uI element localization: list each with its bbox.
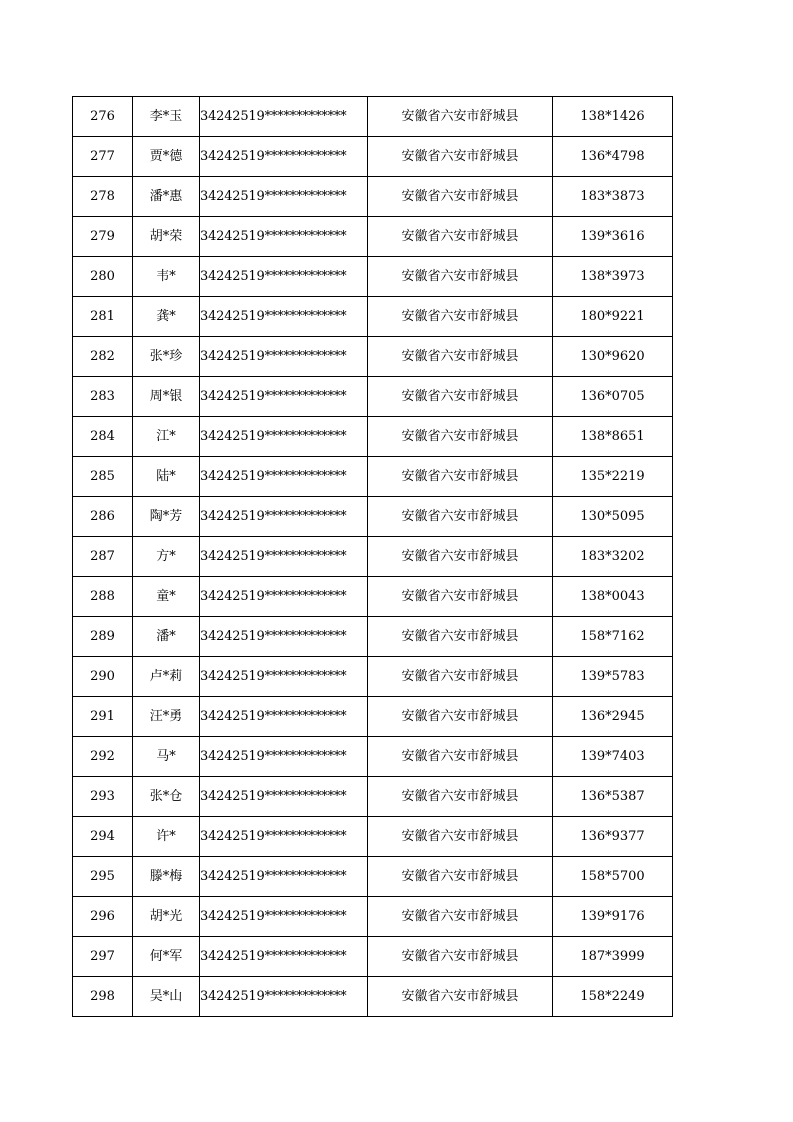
id-number-cell: 34242519************* xyxy=(200,577,368,617)
person-name-cell: 贾*德 xyxy=(133,137,200,177)
table-row xyxy=(73,257,673,297)
id-number-cell: 34242519************* xyxy=(200,657,368,697)
id-number-cell: 34242519************* xyxy=(200,817,368,857)
person-name-cell: 张*珍 xyxy=(133,337,200,377)
address-cell: 安徽省六安市舒城县 xyxy=(368,217,553,257)
address-cell: 安徽省六安市舒城县 xyxy=(368,697,553,737)
records-table-body xyxy=(73,97,673,1017)
person-name-cell: 张*仓 xyxy=(133,777,200,817)
table-row xyxy=(73,897,673,937)
row-number-cell: 297 xyxy=(73,937,133,977)
id-number-cell: 34242519************* xyxy=(200,497,368,537)
person-name-cell: 周*银 xyxy=(133,377,200,417)
person-name-cell: 许* xyxy=(133,817,200,857)
person-name-cell: 汪*勇 xyxy=(133,697,200,737)
address-cell: 安徽省六安市舒城县 xyxy=(368,617,553,657)
address-cell: 安徽省六安市舒城县 xyxy=(368,777,553,817)
table-row xyxy=(73,97,673,137)
address-cell: 安徽省六安市舒城县 xyxy=(368,457,553,497)
phone-number-cell: 136*4798 xyxy=(553,137,673,177)
phone-number-cell: 130*5095 xyxy=(553,497,673,537)
address-cell: 安徽省六安市舒城县 xyxy=(368,897,553,937)
row-number-cell: 293 xyxy=(73,777,133,817)
person-name-cell: 龚* xyxy=(133,297,200,337)
id-number-cell: 34242519************* xyxy=(200,297,368,337)
row-number-cell: 292 xyxy=(73,737,133,777)
phone-number-cell: 139*3616 xyxy=(553,217,673,257)
table-row xyxy=(73,657,673,697)
phone-number-cell: 138*8651 xyxy=(553,417,673,457)
person-name-cell: 李*玉 xyxy=(133,97,200,137)
table-row xyxy=(73,537,673,577)
row-number-cell: 286 xyxy=(73,497,133,537)
table-row xyxy=(73,377,673,417)
row-number-cell: 289 xyxy=(73,617,133,657)
table-row xyxy=(73,937,673,977)
address-cell: 安徽省六安市舒城县 xyxy=(368,97,553,137)
person-name-cell: 滕*梅 xyxy=(133,857,200,897)
id-number-cell: 34242519************* xyxy=(200,137,368,177)
person-name-cell: 童* xyxy=(133,577,200,617)
table-row xyxy=(73,817,673,857)
person-name-cell: 陆* xyxy=(133,457,200,497)
address-cell: 安徽省六安市舒城县 xyxy=(368,297,553,337)
person-name-cell: 潘*惠 xyxy=(133,177,200,217)
id-number-cell: 34242519************* xyxy=(200,217,368,257)
phone-number-cell: 136*5387 xyxy=(553,777,673,817)
phone-number-cell: 135*2219 xyxy=(553,457,673,497)
phone-number-cell: 183*3873 xyxy=(553,177,673,217)
person-name-cell: 胡*荣 xyxy=(133,217,200,257)
row-number-cell: 281 xyxy=(73,297,133,337)
id-number-cell: 34242519************* xyxy=(200,257,368,297)
id-number-cell: 34242519************* xyxy=(200,697,368,737)
id-number-cell: 34242519************* xyxy=(200,617,368,657)
table-row xyxy=(73,337,673,377)
person-name-cell: 潘* xyxy=(133,617,200,657)
row-number-cell: 276 xyxy=(73,97,133,137)
table-row xyxy=(73,777,673,817)
person-name-cell: 胡*光 xyxy=(133,897,200,937)
id-number-cell: 34242519************* xyxy=(200,457,368,497)
person-name-cell: 陶*芳 xyxy=(133,497,200,537)
phone-number-cell: 187*3999 xyxy=(553,937,673,977)
id-number-cell: 34242519************* xyxy=(200,337,368,377)
row-number-cell: 291 xyxy=(73,697,133,737)
address-cell: 安徽省六安市舒城县 xyxy=(368,377,553,417)
person-name-cell: 韦* xyxy=(133,257,200,297)
id-number-cell: 34242519************* xyxy=(200,97,368,137)
id-number-cell: 34242519************* xyxy=(200,737,368,777)
address-cell: 安徽省六安市舒城县 xyxy=(368,537,553,577)
id-number-cell: 34242519************* xyxy=(200,537,368,577)
id-number-cell: 34242519************* xyxy=(200,177,368,217)
person-name-cell: 卢*莉 xyxy=(133,657,200,697)
address-cell: 安徽省六安市舒城县 xyxy=(368,137,553,177)
phone-number-cell: 183*3202 xyxy=(553,537,673,577)
id-number-cell: 34242519************* xyxy=(200,977,368,1017)
row-number-cell: 290 xyxy=(73,657,133,697)
id-number-cell: 34242519************* xyxy=(200,857,368,897)
table-row xyxy=(73,417,673,457)
phone-number-cell: 139*7403 xyxy=(553,737,673,777)
id-number-cell: 34242519************* xyxy=(200,377,368,417)
address-cell: 安徽省六安市舒城县 xyxy=(368,577,553,617)
phone-number-cell: 136*9377 xyxy=(553,817,673,857)
person-name-cell: 何*军 xyxy=(133,937,200,977)
phone-number-cell: 130*9620 xyxy=(553,337,673,377)
row-number-cell: 298 xyxy=(73,977,133,1017)
address-cell: 安徽省六安市舒城县 xyxy=(368,337,553,377)
phone-number-cell: 158*5700 xyxy=(553,857,673,897)
table-row xyxy=(73,737,673,777)
row-number-cell: 277 xyxy=(73,137,133,177)
table-row xyxy=(73,137,673,177)
table-row xyxy=(73,697,673,737)
address-cell: 安徽省六安市舒城县 xyxy=(368,257,553,297)
address-cell: 安徽省六安市舒城县 xyxy=(368,857,553,897)
table-row xyxy=(73,497,673,537)
address-cell: 安徽省六安市舒城县 xyxy=(368,937,553,977)
table-row xyxy=(73,217,673,257)
phone-number-cell: 136*2945 xyxy=(553,697,673,737)
table-row xyxy=(73,857,673,897)
person-name-cell: 马* xyxy=(133,737,200,777)
row-number-cell: 296 xyxy=(73,897,133,937)
phone-number-cell: 158*2249 xyxy=(553,977,673,1017)
records-table xyxy=(72,96,673,1017)
address-cell: 安徽省六安市舒城县 xyxy=(368,977,553,1017)
table-row xyxy=(73,577,673,617)
id-number-cell: 34242519************* xyxy=(200,417,368,457)
id-number-cell: 34242519************* xyxy=(200,777,368,817)
address-cell: 安徽省六安市舒城县 xyxy=(368,737,553,777)
row-number-cell: 278 xyxy=(73,177,133,217)
table-row xyxy=(73,617,673,657)
row-number-cell: 295 xyxy=(73,857,133,897)
table-row xyxy=(73,297,673,337)
row-number-cell: 288 xyxy=(73,577,133,617)
phone-number-cell: 158*7162 xyxy=(553,617,673,657)
row-number-cell: 283 xyxy=(73,377,133,417)
address-cell: 安徽省六安市舒城县 xyxy=(368,177,553,217)
row-number-cell: 285 xyxy=(73,457,133,497)
table-row xyxy=(73,177,673,217)
phone-number-cell: 138*0043 xyxy=(553,577,673,617)
person-name-cell: 吴*山 xyxy=(133,977,200,1017)
address-cell: 安徽省六安市舒城县 xyxy=(368,497,553,537)
phone-number-cell: 180*9221 xyxy=(553,297,673,337)
row-number-cell: 284 xyxy=(73,417,133,457)
phone-number-cell: 136*0705 xyxy=(553,377,673,417)
row-number-cell: 287 xyxy=(73,537,133,577)
table-row xyxy=(73,457,673,497)
address-cell: 安徽省六安市舒城县 xyxy=(368,817,553,857)
row-number-cell: 282 xyxy=(73,337,133,377)
id-number-cell: 34242519************* xyxy=(200,937,368,977)
address-cell: 安徽省六安市舒城县 xyxy=(368,657,553,697)
phone-number-cell: 139*5783 xyxy=(553,657,673,697)
person-name-cell: 方* xyxy=(133,537,200,577)
row-number-cell: 279 xyxy=(73,217,133,257)
person-name-cell: 江* xyxy=(133,417,200,457)
id-number-cell: 34242519************* xyxy=(200,897,368,937)
table-row xyxy=(73,977,673,1017)
row-number-cell: 294 xyxy=(73,817,133,857)
phone-number-cell: 139*9176 xyxy=(553,897,673,937)
row-number-cell: 280 xyxy=(73,257,133,297)
phone-number-cell: 138*1426 xyxy=(553,97,673,137)
address-cell: 安徽省六安市舒城县 xyxy=(368,417,553,457)
phone-number-cell: 138*3973 xyxy=(553,257,673,297)
